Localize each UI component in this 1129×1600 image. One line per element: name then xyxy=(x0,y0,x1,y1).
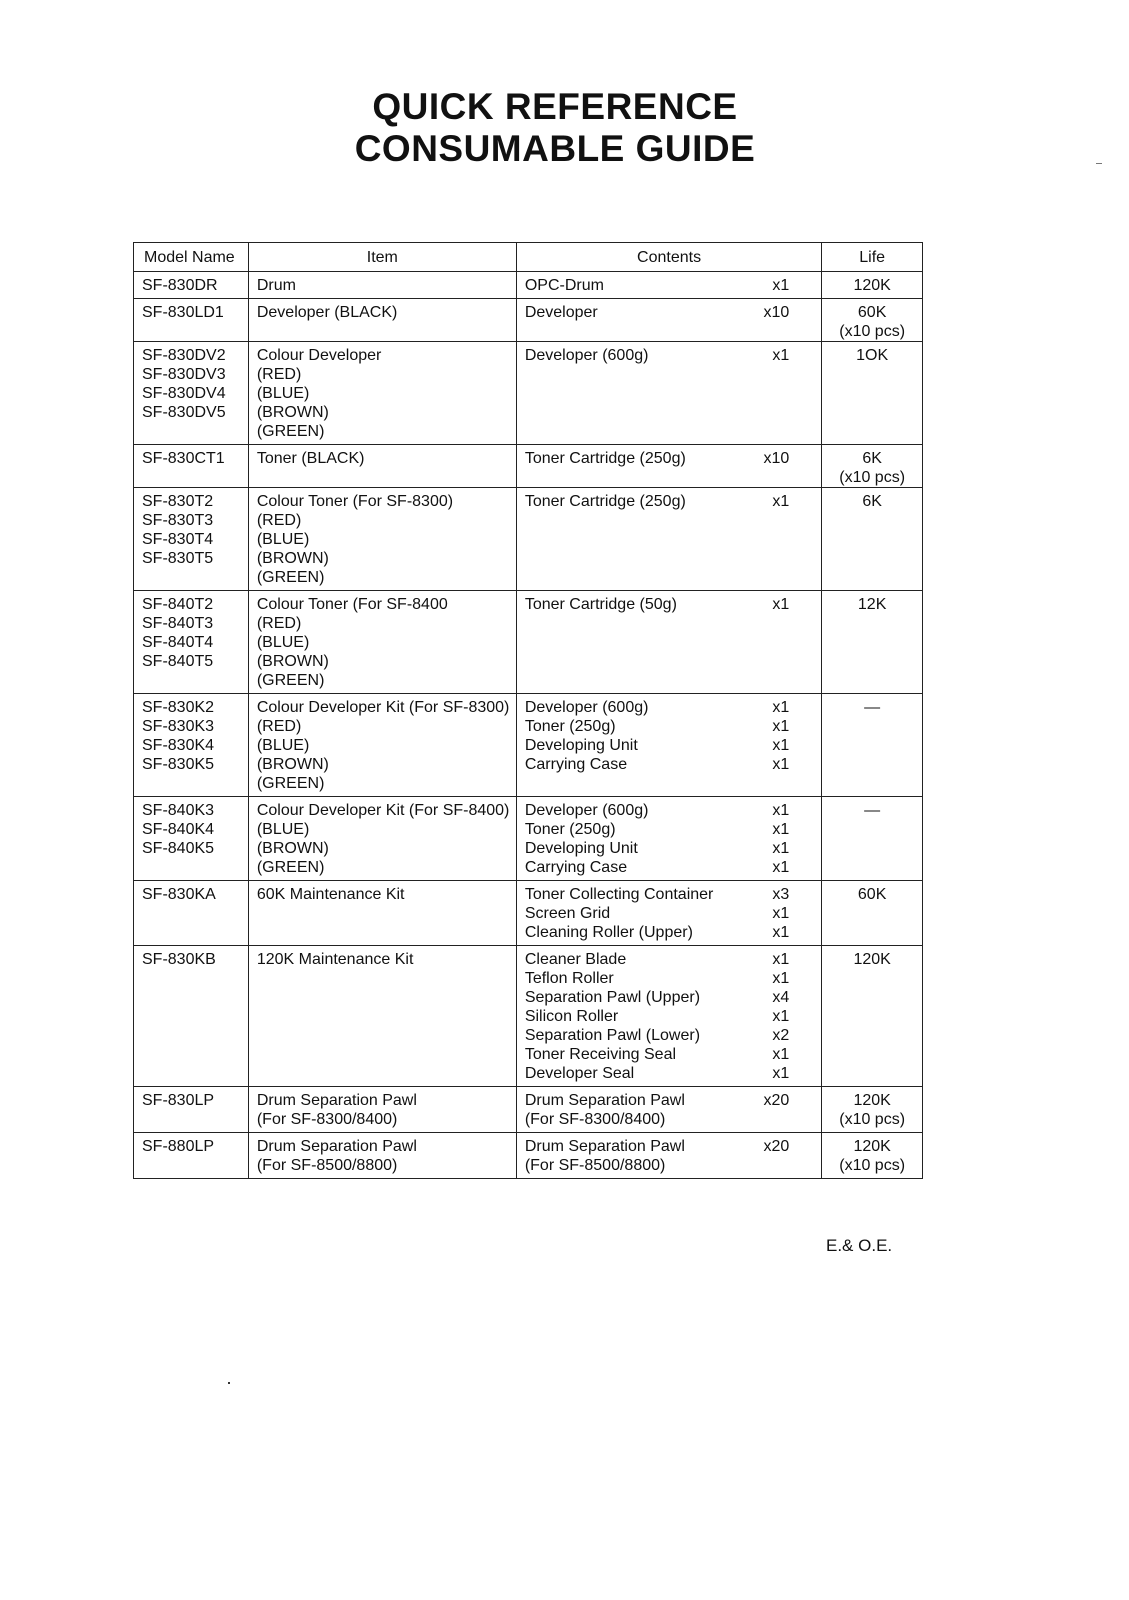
table-row xyxy=(134,1087,923,1133)
contents-line xyxy=(525,988,815,1007)
title-line-2: CONSUMABLE GUIDE xyxy=(354,128,756,169)
contents-quantity: x1 xyxy=(772,277,790,294)
contents-line xyxy=(525,303,815,322)
table-row xyxy=(134,488,923,591)
contents-name: Drum Separation Pawl xyxy=(524,1138,685,1155)
life-value: 60K xyxy=(857,886,887,903)
item-cell xyxy=(248,797,516,881)
item-variant: (BLUE) xyxy=(256,737,310,754)
item-variant: (GREEN) xyxy=(256,775,325,792)
table-row xyxy=(134,694,923,797)
contents-name: Developer Seal xyxy=(524,1065,635,1082)
contents-quantity: x1 xyxy=(772,699,790,716)
item-cell xyxy=(248,591,516,694)
model-cell xyxy=(134,445,249,488)
item-variant: (BLUE) xyxy=(256,634,310,651)
contents-name: Developing Unit xyxy=(524,737,638,754)
contents-line xyxy=(525,1110,815,1129)
item-name: Developer (BLACK) xyxy=(256,304,398,321)
contents-line xyxy=(525,858,815,877)
item-variant: (BROWN) xyxy=(256,840,329,857)
model-cell xyxy=(134,488,249,591)
contents-name: Developer xyxy=(524,304,598,321)
table-row xyxy=(134,881,923,946)
model-cell xyxy=(134,299,249,342)
item-variant: (RED) xyxy=(256,366,302,383)
header-contents: Contents xyxy=(516,243,821,272)
table-row xyxy=(134,299,923,342)
item-cell xyxy=(248,342,516,445)
life-value: — xyxy=(864,802,881,819)
contents-quantity: x20 xyxy=(763,1138,790,1155)
scan-edge-mark xyxy=(1096,163,1102,164)
item-cell xyxy=(248,694,516,797)
contents-line xyxy=(525,1064,815,1083)
contents-name: Toner Cartridge (50g) xyxy=(524,596,677,613)
life-pack-note: (x10 pcs) xyxy=(839,323,906,340)
contents-quantity: x4 xyxy=(772,989,790,1006)
life-value: 1OK xyxy=(856,347,889,364)
contents-line xyxy=(525,346,815,365)
item-cell xyxy=(248,946,516,1087)
item-variant: (BROWN) xyxy=(256,404,329,421)
life-cell xyxy=(822,1133,923,1179)
contents-quantity: x1 xyxy=(772,596,790,613)
contents-cell xyxy=(516,272,821,299)
life-cell xyxy=(822,272,923,299)
contents-quantity: x10 xyxy=(763,450,790,467)
model-name: SF-830DR xyxy=(142,277,218,294)
contents-cell xyxy=(516,881,821,946)
contents-cell xyxy=(516,299,821,342)
document-title xyxy=(0,86,1110,170)
model-cell xyxy=(134,272,249,299)
item-variant: (BROWN) xyxy=(256,756,329,773)
contents-line xyxy=(525,492,815,511)
contents-name: Cleaner Blade xyxy=(524,951,627,968)
contents-quantity: x1 xyxy=(772,1046,790,1063)
model-name: SF-830K3 xyxy=(142,718,215,735)
life-cell xyxy=(822,1087,923,1133)
life-value: 120K xyxy=(853,1138,891,1155)
life-value: 6K xyxy=(862,493,882,510)
life-value: 120K xyxy=(853,1092,891,1109)
title-line-1: QUICK REFERENCE xyxy=(372,86,738,127)
contents-line xyxy=(525,820,815,839)
contents-quantity: x1 xyxy=(772,756,790,773)
item-variant: (GREEN) xyxy=(256,569,325,586)
contents-line xyxy=(525,1026,815,1045)
contents-name: Carrying Case xyxy=(524,859,628,876)
model-name: SF-840K5 xyxy=(142,840,215,857)
model-name: SF-830K5 xyxy=(142,756,215,773)
item-name: Colour Developer xyxy=(256,347,382,364)
table-row xyxy=(134,272,923,299)
contents-line xyxy=(525,449,815,468)
item-cell xyxy=(248,1133,516,1179)
contents-quantity: x20 xyxy=(763,1092,790,1109)
contents-cell xyxy=(516,591,821,694)
model-cell xyxy=(134,946,249,1087)
contents-name: (For SF-8300/8400) xyxy=(524,1111,666,1128)
model-cell xyxy=(134,1133,249,1179)
contents-name: Toner Cartridge (250g) xyxy=(524,493,686,510)
item-name: Colour Developer Kit (For SF-8400) xyxy=(256,802,510,819)
model-name: SF-830CT1 xyxy=(142,450,225,467)
item-name: Drum Separation Pawl xyxy=(256,1092,417,1109)
item-variant: (RED) xyxy=(256,512,302,529)
table-row xyxy=(134,946,923,1087)
table-body xyxy=(134,272,923,1179)
life-value: 12K xyxy=(857,596,887,613)
item-cell xyxy=(248,1087,516,1133)
contents-quantity: x1 xyxy=(772,347,790,364)
contents-name: Toner (250g) xyxy=(524,821,616,838)
contents-line xyxy=(525,755,815,774)
item-cell xyxy=(248,488,516,591)
model-name: SF-880LP xyxy=(142,1138,215,1155)
item-cell xyxy=(248,881,516,946)
contents-name: Toner (250g) xyxy=(524,718,616,735)
model-cell xyxy=(134,1087,249,1133)
contents-name: Toner Receiving Seal xyxy=(524,1046,677,1063)
contents-quantity: x1 xyxy=(772,802,790,819)
contents-line xyxy=(525,801,815,820)
item-variant: (For SF-8300/8400) xyxy=(256,1111,398,1128)
contents-name: Toner Collecting Container xyxy=(524,886,714,903)
item-cell xyxy=(248,299,516,342)
model-name: SF-830T3 xyxy=(142,512,214,529)
life-value: 120K xyxy=(853,951,891,968)
contents-line xyxy=(525,1045,815,1064)
model-name: SF-830DV2 xyxy=(142,347,226,364)
model-cell xyxy=(134,694,249,797)
contents-quantity: x2 xyxy=(772,1027,790,1044)
item-name: Colour Toner (For SF-8400 xyxy=(256,596,448,613)
item-name: Colour Toner (For SF-8300) xyxy=(256,493,454,510)
contents-line xyxy=(525,904,815,923)
life-value: 120K xyxy=(853,277,891,294)
model-name: SF-840K4 xyxy=(142,821,215,838)
life-value: 60K xyxy=(857,304,887,321)
item-variant: (BROWN) xyxy=(256,653,329,670)
contents-name: Separation Pawl (Upper) xyxy=(524,989,701,1006)
contents-line xyxy=(525,950,815,969)
scan-speck xyxy=(228,1382,230,1384)
contents-quantity: x3 xyxy=(772,886,790,903)
model-name: SF-830T4 xyxy=(142,531,214,548)
contents-cell xyxy=(516,694,821,797)
contents-quantity: x1 xyxy=(772,821,790,838)
contents-quantity: x1 xyxy=(772,737,790,754)
contents-line xyxy=(525,969,815,988)
consumable-table xyxy=(133,242,923,1179)
life-cell xyxy=(822,299,923,342)
model-name: SF-830LP xyxy=(142,1092,215,1109)
model-name: SF-840K3 xyxy=(142,802,215,819)
life-cell xyxy=(822,342,923,445)
model-name: SF-830DV4 xyxy=(142,385,226,402)
contents-line xyxy=(525,1091,815,1110)
header-item: Item xyxy=(248,243,516,272)
contents-quantity: x10 xyxy=(763,304,790,321)
header-life: Life xyxy=(822,243,923,272)
life-pack-note: (x10 pcs) xyxy=(839,469,906,486)
life-cell xyxy=(822,591,923,694)
contents-name: Developer (600g) xyxy=(524,802,649,819)
item-variant: (For SF-8500/8800) xyxy=(256,1157,398,1174)
contents-name: Developer (600g) xyxy=(524,699,649,716)
life-cell xyxy=(822,445,923,488)
contents-line xyxy=(525,1156,815,1175)
model-name: SF-830DV3 xyxy=(142,366,226,383)
table-row xyxy=(134,797,923,881)
life-cell xyxy=(822,694,923,797)
contents-line xyxy=(525,717,815,736)
contents-line xyxy=(525,1007,815,1026)
header-model-name: Model Name xyxy=(134,243,249,272)
contents-quantity: x1 xyxy=(772,840,790,857)
contents-quantity: x1 xyxy=(772,905,790,922)
item-name: Drum xyxy=(256,277,296,294)
model-name: SF-830K4 xyxy=(142,737,215,754)
contents-line xyxy=(525,595,815,614)
contents-name: OPC-Drum xyxy=(524,277,604,294)
model-name: SF-840T5 xyxy=(142,653,214,670)
contents-name: Teflon Roller xyxy=(524,970,614,987)
model-cell xyxy=(134,591,249,694)
model-name: SF-830T5 xyxy=(142,550,214,567)
contents-line xyxy=(525,698,815,717)
contents-name: Toner Cartridge (250g) xyxy=(524,450,686,467)
life-cell xyxy=(822,488,923,591)
contents-name: Developer (600g) xyxy=(524,347,649,364)
life-pack-note: (x10 pcs) xyxy=(839,1157,906,1174)
item-name: 120K Maintenance Kit xyxy=(256,951,414,968)
contents-name: Carrying Case xyxy=(524,756,628,773)
contents-quantity: x1 xyxy=(772,970,790,987)
item-name: Drum Separation Pawl xyxy=(256,1138,417,1155)
life-cell xyxy=(822,797,923,881)
contents-name: (For SF-8500/8800) xyxy=(524,1157,666,1174)
contents-cell xyxy=(516,1133,821,1179)
contents-line xyxy=(525,276,815,295)
contents-name: Screen Grid xyxy=(524,905,611,922)
table-row xyxy=(134,591,923,694)
life-value: 6K xyxy=(862,450,882,467)
contents-cell xyxy=(516,445,821,488)
contents-name: Cleaning Roller (Upper) xyxy=(524,924,693,941)
contents-quantity: x1 xyxy=(772,924,790,941)
contents-quantity: x1 xyxy=(772,1008,790,1025)
contents-quantity: x1 xyxy=(772,859,790,876)
model-name: SF-840T4 xyxy=(142,634,214,651)
contents-line xyxy=(525,839,815,858)
model-name: SF-830K2 xyxy=(142,699,215,716)
item-variant: (RED) xyxy=(256,615,302,632)
model-name: SF-840T3 xyxy=(142,615,214,632)
contents-cell xyxy=(516,1087,821,1133)
life-cell xyxy=(822,881,923,946)
model-name: SF-830KA xyxy=(142,886,216,903)
item-cell xyxy=(248,272,516,299)
contents-quantity: x1 xyxy=(772,951,790,968)
item-name: Colour Developer Kit (For SF-8300) xyxy=(256,699,510,716)
model-name: SF-830T2 xyxy=(142,493,214,510)
contents-name: Silicon Roller xyxy=(524,1008,619,1025)
contents-quantity: x1 xyxy=(772,718,790,735)
contents-line xyxy=(525,885,815,904)
contents-cell xyxy=(516,797,821,881)
table-row xyxy=(134,342,923,445)
model-cell xyxy=(134,881,249,946)
item-variant: (BROWN) xyxy=(256,550,329,567)
item-variant: (RED) xyxy=(256,718,302,735)
model-name: SF-830DV5 xyxy=(142,404,226,421)
item-variant: (GREEN) xyxy=(256,423,325,440)
contents-line xyxy=(525,736,815,755)
model-name: SF-840T2 xyxy=(142,596,214,613)
model-cell xyxy=(134,342,249,445)
table-row xyxy=(134,445,923,488)
contents-quantity: x1 xyxy=(772,1065,790,1082)
contents-cell xyxy=(516,342,821,445)
item-variant: (BLUE) xyxy=(256,385,310,402)
table-header-row xyxy=(134,243,923,272)
item-variant: (GREEN) xyxy=(256,859,325,876)
life-cell xyxy=(822,946,923,1087)
contents-cell xyxy=(516,488,821,591)
item-name: Toner (BLACK) xyxy=(256,450,365,467)
contents-quantity: x1 xyxy=(772,493,790,510)
model-cell xyxy=(134,797,249,881)
life-pack-note: (x10 pcs) xyxy=(839,1111,906,1128)
model-name: SF-830KB xyxy=(142,951,216,968)
item-cell xyxy=(248,445,516,488)
item-variant: (GREEN) xyxy=(256,672,325,689)
item-variant: (BLUE) xyxy=(256,531,310,548)
contents-name: Separation Pawl (Lower) xyxy=(524,1027,701,1044)
footer-note: E.& O.E. xyxy=(826,1236,893,1255)
item-name: 60K Maintenance Kit xyxy=(256,886,405,903)
contents-line xyxy=(525,923,815,942)
item-variant: (BLUE) xyxy=(256,821,310,838)
contents-line xyxy=(525,1137,815,1156)
contents-cell xyxy=(516,946,821,1087)
table-row xyxy=(134,1133,923,1179)
life-value: — xyxy=(864,699,881,716)
contents-name: Developing Unit xyxy=(524,840,638,857)
contents-name: Drum Separation Pawl xyxy=(524,1092,685,1109)
model-name: SF-830LD1 xyxy=(142,304,224,321)
